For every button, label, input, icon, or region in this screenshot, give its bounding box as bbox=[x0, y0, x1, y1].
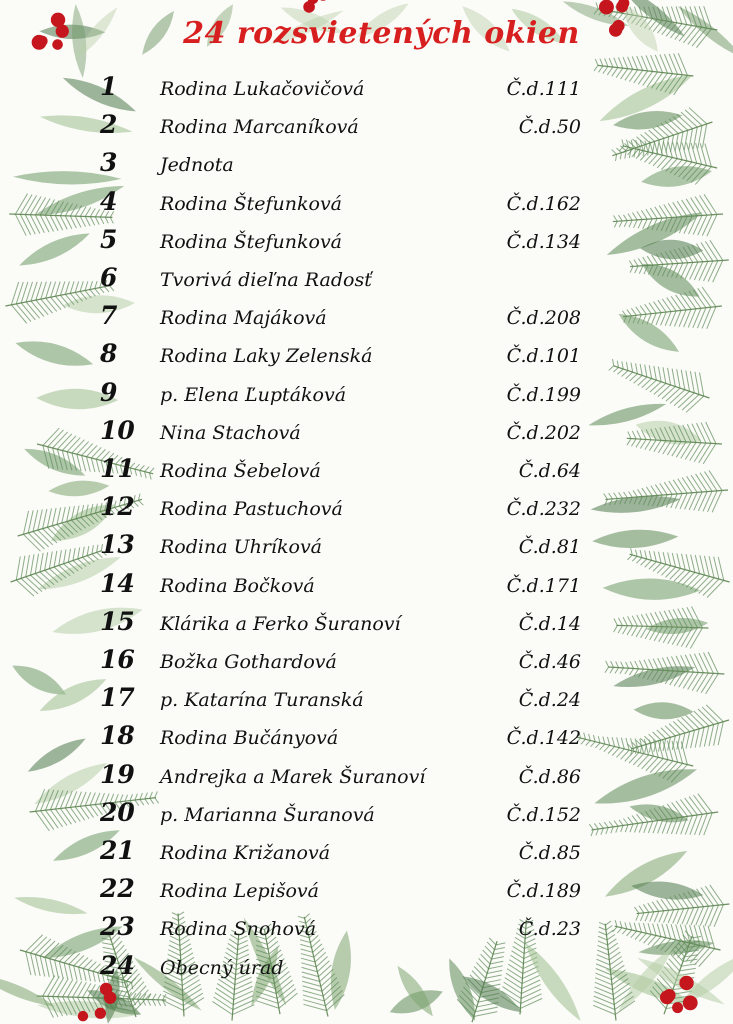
entry-name: Rodina Lepišová bbox=[160, 880, 319, 903]
red-berry bbox=[303, 1, 315, 13]
entry-house-number: Č.d.134 bbox=[506, 230, 581, 253]
entry-number: 4 bbox=[100, 186, 118, 216]
entry-name: Obecný úrad bbox=[160, 956, 284, 979]
entry-house-number: Č.d.81 bbox=[518, 536, 581, 559]
entry-house-number: Č.d.50 bbox=[518, 116, 581, 139]
entry-name: Rodina Snohová bbox=[160, 918, 317, 941]
entry-house-number: Č.d.14 bbox=[518, 612, 581, 635]
entry-number: 13 bbox=[100, 530, 135, 560]
entry-number: 6 bbox=[100, 263, 118, 292]
entry-number: 1 bbox=[100, 72, 118, 101]
list-item bbox=[0, 488, 733, 526]
list-item bbox=[0, 947, 733, 985]
entry-number: 9 bbox=[100, 377, 118, 407]
entry-number: 19 bbox=[100, 759, 135, 789]
red-berry bbox=[317, 0, 328, 1]
list-item bbox=[0, 756, 733, 794]
entry-house-number: Č.d.171 bbox=[506, 574, 581, 597]
list-item bbox=[0, 68, 733, 106]
entry-name: Rodina Križanová bbox=[160, 842, 331, 864]
entry-number: 11 bbox=[100, 454, 135, 483]
entry-number: 21 bbox=[100, 836, 135, 865]
entry-house-number: Č.d.162 bbox=[506, 192, 581, 215]
entry-house-number: Č.d.232 bbox=[506, 498, 581, 521]
list-item bbox=[0, 259, 733, 297]
entry-house-number: Č.d.199 bbox=[506, 383, 581, 406]
entry-number: 15 bbox=[100, 606, 135, 636]
list-item bbox=[0, 794, 733, 832]
entry-house-number: Č.d.202 bbox=[506, 421, 581, 444]
entry-name: Rodina Majáková bbox=[160, 307, 327, 330]
entry-name: p. Katarína Turanská bbox=[160, 689, 364, 712]
entry-number: 23 bbox=[100, 912, 135, 942]
entry-house-number: Č.d.142 bbox=[506, 727, 581, 750]
entry-house-number: Č.d.23 bbox=[518, 918, 581, 941]
red-berry bbox=[672, 1002, 683, 1013]
entry-house-number: Č.d.46 bbox=[518, 651, 581, 673]
entry-name: Rodina Marcaníková bbox=[160, 116, 359, 139]
red-berry bbox=[683, 996, 698, 1011]
entry-house-number: Č.d.189 bbox=[506, 880, 581, 903]
entry-number: 14 bbox=[100, 568, 135, 598]
entry-name: Rodina Štefunková bbox=[160, 192, 343, 215]
entry-name: p. Elena Ľuptáková bbox=[160, 383, 347, 406]
entry-name: Andrejka a Marek Šuranoví bbox=[160, 765, 426, 788]
entry-number: 5 bbox=[100, 224, 118, 254]
list-item bbox=[0, 106, 733, 144]
red-berry bbox=[599, 0, 614, 14]
entry-number: 17 bbox=[100, 683, 135, 713]
list-item bbox=[0, 565, 733, 603]
red-berry bbox=[663, 989, 675, 1001]
entry-house-number: Č.d.85 bbox=[518, 842, 581, 864]
entry-number: 20 bbox=[100, 797, 135, 827]
list-item bbox=[0, 908, 733, 946]
red-berry bbox=[78, 1011, 88, 1021]
entry-name: Božka Gothardová bbox=[160, 651, 337, 673]
entry-house-number: Č.d.111 bbox=[506, 78, 581, 100]
entry-name: Rodina Bočková bbox=[160, 574, 315, 597]
list-item bbox=[0, 603, 733, 641]
list-item bbox=[0, 221, 733, 259]
entry-name: Rodina Laky Zelenská bbox=[160, 345, 373, 368]
entry-name: Nina Stachová bbox=[160, 421, 301, 444]
entry-number: 18 bbox=[100, 721, 135, 751]
entry-name: p. Marianna Šuranová bbox=[160, 803, 375, 826]
entry-house-number: Č.d.208 bbox=[506, 307, 581, 330]
list-item bbox=[0, 144, 733, 182]
entry-number: 24 bbox=[100, 950, 135, 980]
entry-name: Rodina Bučányová bbox=[160, 727, 339, 750]
entry-number: 2 bbox=[100, 110, 118, 140]
list-item bbox=[0, 374, 733, 412]
list-item bbox=[0, 870, 733, 908]
entry-number: 3 bbox=[100, 148, 118, 178]
entry-name: Rodina Šebelová bbox=[160, 460, 321, 482]
entry-house-number: Č.d.152 bbox=[506, 803, 581, 826]
list-item bbox=[0, 679, 733, 717]
red-berry bbox=[95, 1008, 106, 1019]
entry-number: 7 bbox=[100, 301, 118, 331]
list-item bbox=[0, 335, 733, 373]
red-berry bbox=[100, 983, 113, 996]
entry-name: Jednota bbox=[160, 154, 234, 177]
entry-number: 22 bbox=[100, 874, 135, 904]
entry-name: Tvorivá dieľna Radosť bbox=[160, 269, 372, 291]
list-item bbox=[0, 717, 733, 755]
entry-house-number: Č.d.24 bbox=[518, 689, 581, 712]
poster-title: 24 rozsvietených okien bbox=[183, 16, 580, 51]
entry-name: Rodina Uhríková bbox=[160, 536, 323, 559]
entry-name: Rodina Lukačovičová bbox=[160, 78, 365, 100]
list-item bbox=[0, 412, 733, 450]
entry-house-number: Č.d.101 bbox=[506, 345, 581, 368]
entry-number: 12 bbox=[100, 492, 135, 522]
entry-house-number: Č.d.64 bbox=[518, 460, 581, 482]
entry-name: Rodina Pastuchová bbox=[160, 498, 343, 521]
entry-name: Rodina Štefunková bbox=[160, 230, 343, 253]
list-item bbox=[0, 832, 733, 870]
list-item bbox=[0, 450, 733, 488]
list-item bbox=[0, 297, 733, 335]
red-berry bbox=[616, 1, 628, 13]
entry-name: Klárika a Ferko Šuranoví bbox=[160, 612, 401, 635]
entry-number: 10 bbox=[100, 415, 135, 445]
entry-house-number: Č.d.86 bbox=[518, 765, 581, 788]
list-item bbox=[0, 183, 733, 221]
entry-number: 16 bbox=[100, 645, 135, 674]
list-item bbox=[0, 641, 733, 679]
list-item bbox=[0, 526, 733, 564]
entry-number: 8 bbox=[100, 339, 118, 369]
